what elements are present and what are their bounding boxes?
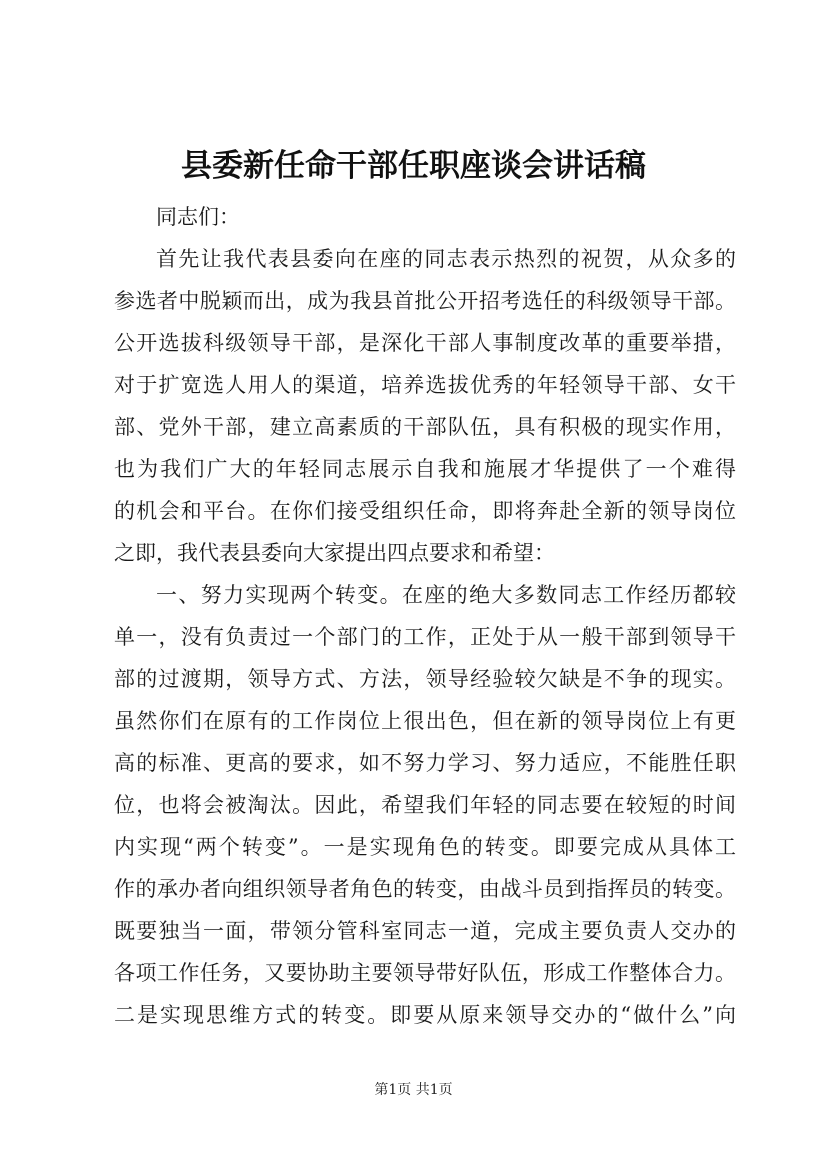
- salutation-line: 同志们：: [156, 205, 240, 229]
- paragraph-line: 虽然你们在原有的工作岗位上很出色，但在新的领导岗位上有更: [114, 709, 736, 733]
- paragraph-line: 作的承办者向组织领导者角色的转变，由战斗员到指挥员的转变。: [114, 877, 736, 901]
- paragraph-line: 参选者中脱颖而出，成为我县首批公开招考选任的科级领导干部。: [114, 289, 736, 313]
- paragraph-line: 也为我们广大的年轻同志展示自我和施展才华提供了一个难得: [114, 457, 736, 481]
- document-title: 县委新任命干部任职座谈会讲话稿: [181, 148, 646, 184]
- paragraph-line: 的机会和平台。在你们接受组织任命，即将奔赴全新的领导岗位: [114, 499, 736, 523]
- paragraph-line: 内实现“两个转变”。一是实现角色的转变。即要完成从具体工: [114, 835, 736, 859]
- paragraph-line: 单一，没有负责过一个部门的工作，正处于从一般干部到领导干: [114, 625, 736, 649]
- paragraph-line: 部的过渡期，领导方式、方法，领导经验较欠缺是不争的现实。: [114, 667, 736, 691]
- paragraph-line: 公开选拔科级领导干部，是深化干部人事制度改革的重要举措，: [114, 331, 736, 355]
- paragraph-line: 对于扩宽选人用人的渠道，培养选拔优秀的年轻领导干部、女干: [114, 373, 736, 397]
- paragraph-line: 高的标准、更高的要求，如不努力学习、努力适应，不能胜任职: [114, 751, 736, 775]
- paragraph-line: 二是实现思维方式的转变。即要从原来领导交办的“做什么”向: [114, 1003, 736, 1027]
- page-number-label: 第1页 共1页: [374, 1082, 453, 1098]
- paragraph-line: 首先让我代表县委向在座的同志表示热烈的祝贺，从众多的: [156, 247, 736, 271]
- document-body: [114, 196, 736, 1036]
- paragraph-line: 既要独当一面，带领分管科室同志一道，完成主要负责人交办的: [114, 919, 736, 943]
- paragraph-line: 位，也将会被淘汰。因此，希望我们年轻的同志要在较短的时间: [114, 793, 736, 817]
- page-footer: [0, 1080, 827, 1100]
- paragraph-line: 一、努力实现两个转变。在座的绝大多数同志工作经历都较: [156, 583, 736, 607]
- paragraph-line: 之即，我代表县委向大家提出四点要求和希望：: [114, 541, 555, 565]
- paragraph-line: 部、党外干部，建立高素质的干部队伍，具有积极的现实作用，: [114, 415, 736, 439]
- paragraph-line: 各项工作任务，又要协助主要领导带好队伍，形成工作整体合力。: [114, 961, 736, 985]
